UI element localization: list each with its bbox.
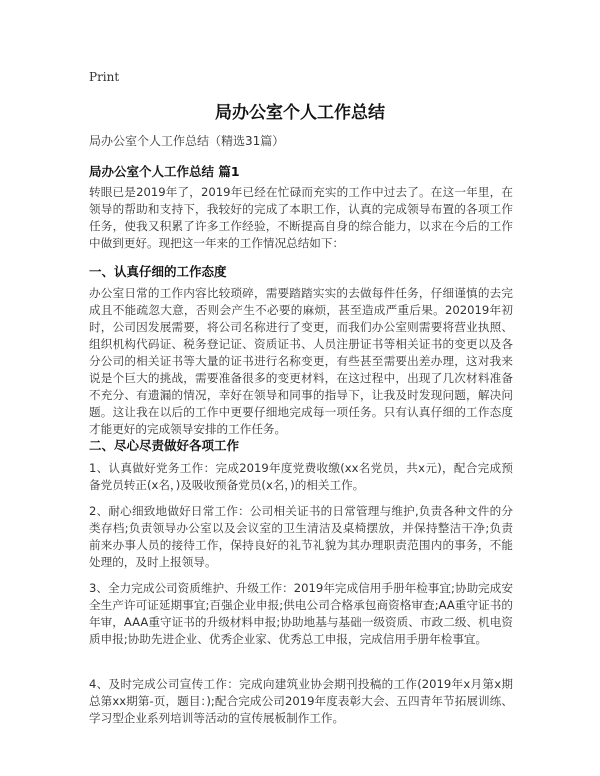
article-heading: 局办公室个人工作总结 篇1 <box>89 164 240 179</box>
print-link[interactable]: Print <box>89 70 120 84</box>
section-1-paragraph: 办公室日常的工作内容比较琐碎，需要踏踏实实的去做每件任务，仔细谨慎的去完成且不能疏忽大意，否则会产生不必要的麻烦，甚至造成严重后果。202019年初时，公司因发展需要，将公司名称进行了变更，而我们办公室则需要将营业执照、组织机构代码证、税务登记证、资质证书、人员注册证书等相关证书的变更以及各分公司的相关证书等大量的证书进行名称变更，有些甚至需要出差办理，这对我来说是个巨大的挑战，需要准备很多的变更材料，在这过程中，出现了几次材料准备不充分、有遗漏的情况，幸好在领导和同事的指导下，让我及时发现问题，解决问题。这让我在以后的工作中更要仔细地完成每一项任务。只有认真仔细的工作态度才能更好的完成领导安排的工作任务。 <box>89 286 513 436</box>
list-item: 2、耐心细致地做好日常工作：公司相关证书的日常管理与维护,负责各种文件的分类存档;负责领导办公室以及会议室的卫生清洁及桌椅摆放，并保持整洁干净;负责前来办事人员的接待工作，保持良好的礼节礼貌为其办理职责范围内的事务，不能处理的，及时上报领导。 <box>89 504 513 569</box>
document-subtitle: 局办公室个人工作总结（精选31篇） <box>89 134 285 148</box>
list-item: 3、全力完成公司资质维护、升级工作：2019年完成信用手册年检事宜;协助完成安全生产许可证延期事宜;百强企业申报;供电公司合格承包商资格审查;AA重守证书的年审，AAA重守证书的升级材料申报;协助地基与基础一级资质、市政二级、机电资质申报;协助先进企业、优秀企业家、优秀总工申报，完成信用手册年检事宜。 <box>89 581 513 646</box>
page-title: 局办公室个人工作总结 <box>215 103 385 123</box>
list-item: 4、及时完成公司宣传工作：完成向建筑业协会期刊投稿的工作(2019年x月第x期总第xx期第-页，题目：);配合完成公司2019年度表彰大会、五四青年节拓展训练、学习型企业系列培训等活动的宣传展板制作工作。 <box>89 677 513 725</box>
list-item: 1、认真做好党务工作：完成2019年度党费收缴(xx名党员，共x元)，配合完成预备党员转正(x名，)及吸收预备党员(x名，)的相关工作。 <box>89 461 513 492</box>
intro-paragraph: 转眼已是2019年了，2019年已经在忙碌而充实的工作中过去了。在这一年里，在领导的帮助和支持下，我较好的完成了本职工作，认真的完成领导布置的各项工作任务，使我又积累了许多工作经验，不断提高自身的综合能力，以求在今后的工作中做到更好。现把这一年来的工作情况总结如下： <box>89 185 513 250</box>
section-1-heading: 一、认真仔细的工作态度 <box>89 264 227 279</box>
section-2-heading: 二、尽心尽责做好各项工作 <box>89 438 240 453</box>
